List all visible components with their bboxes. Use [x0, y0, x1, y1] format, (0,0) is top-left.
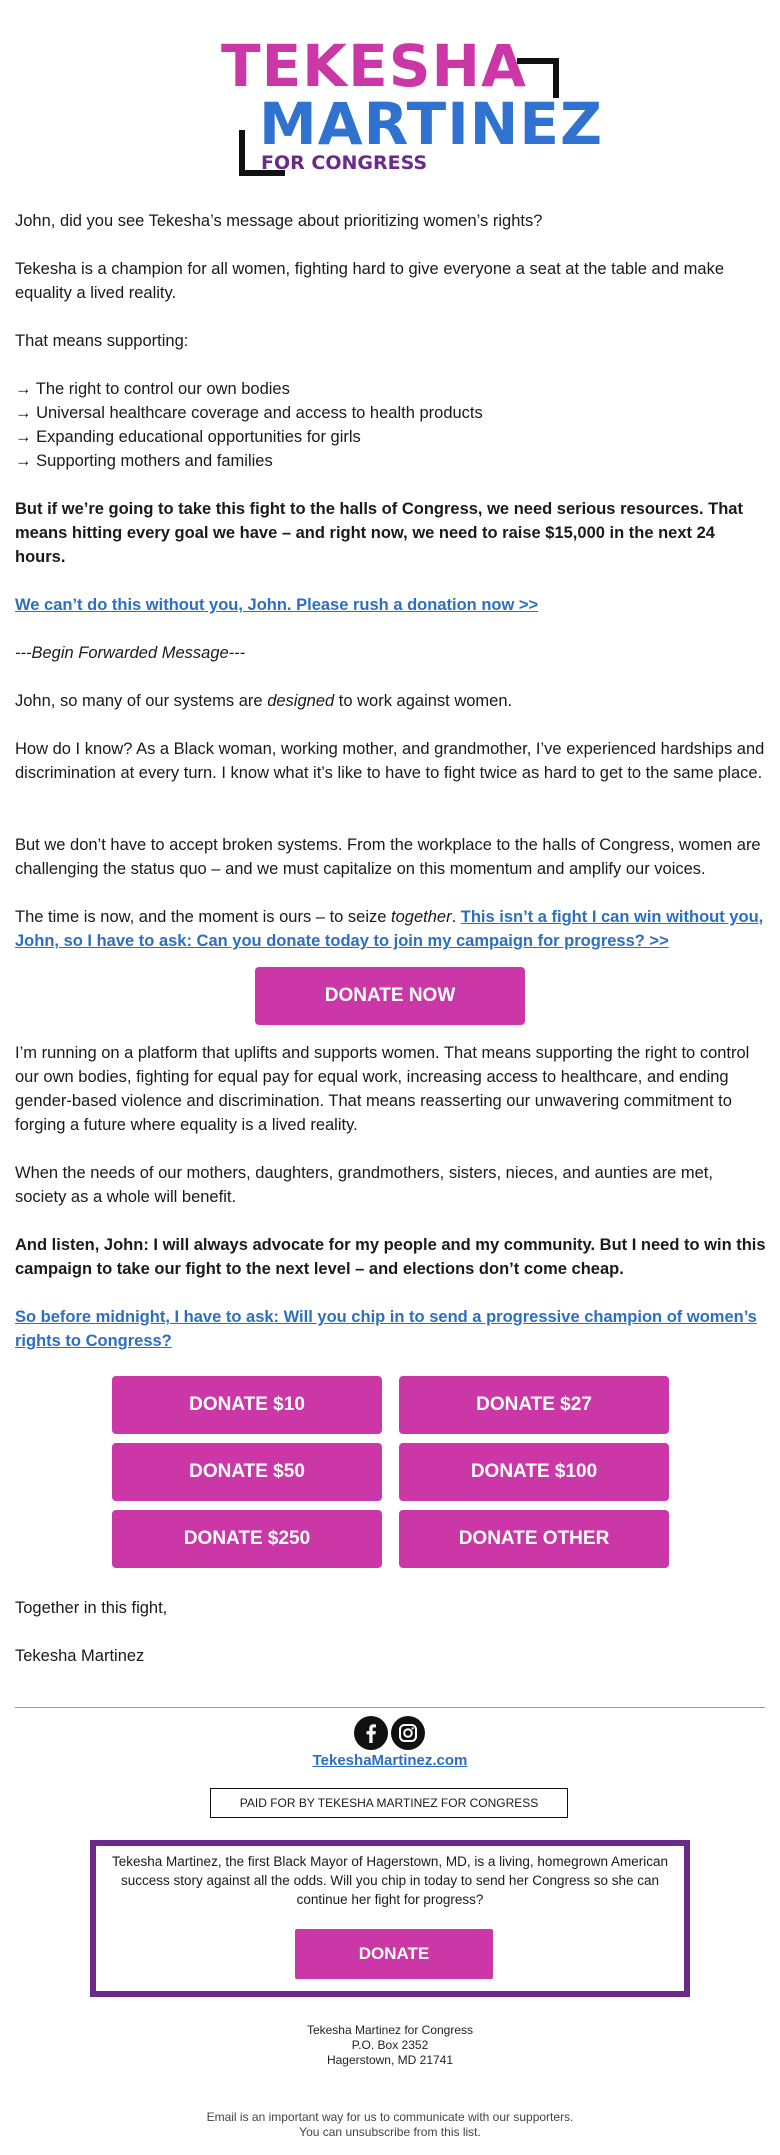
- bio-box: [90, 1840, 690, 1997]
- list-item: → Universal healthcare coverage and access to health products: [15, 404, 483, 422]
- rush-donation-link[interactable]: We can’t do this without you, John. Please rush a donation now >>: [15, 596, 539, 614]
- mailing-address: [0, 2023, 780, 2068]
- donate-100-button[interactable]: DONATE $100: [399, 1443, 669, 1501]
- logo-last-name: MARTINEZ: [259, 90, 604, 158]
- instagram-glyph: [391, 1716, 425, 1750]
- donate-today-link[interactable]: This isn’t a fight I can win without you, John, so I have to ask: Can you donate today to join my campaign for progress? >>: [15, 908, 764, 950]
- intro-paragraph: John, did you see Tekesha’s message about prioritizing women’s rights?: [15, 212, 543, 230]
- instagram-icon[interactable]: [391, 1716, 425, 1750]
- broken-systems-paragraph: But we don’t have to accept broken systems. From the workplace to the halls of Congress, women are challenging the status quo – and we must capitalize on this momentum and amplify our voices.: [15, 836, 761, 878]
- facebook-icon[interactable]: [354, 1716, 388, 1750]
- supporting-heading: That means supporting:: [15, 332, 189, 350]
- address-line: Tekesha Martinez for Congress: [306, 2023, 474, 2037]
- experience-paragraph: How do I know? As a Black woman, working mother, and grandmother, I’ve experienced hardships and discrimination at every turn. I know what it’s like to have to fight twice as hard to get to the same place.: [15, 740, 765, 782]
- text-span: John, so many of our systems are: [15, 692, 268, 710]
- priorities-list: [15, 377, 767, 473]
- text-span: The time is now, and the moment is ours – to seize: [15, 908, 392, 926]
- website-container: [0, 1752, 780, 1770]
- bio-text: Tekesha Martinez, the first Black Mayor of Hagerstown, MD, is a living, homegrown American success story against all the odds. Will you chip in today to send her Congress so she can continue her fight for progress?: [112, 1854, 668, 1907]
- champion-paragraph: Tekesha is a champion for all women, fighting hard to give everyone a seat at the table and make equality a lived reality.: [15, 260, 725, 302]
- donate-50-button[interactable]: DONATE $50: [112, 1443, 382, 1501]
- time-is-now-paragraph: [15, 905, 767, 953]
- email-notice: [0, 2110, 780, 2140]
- notice-line: You can unsubscribe from this list.: [299, 2125, 481, 2139]
- logo-tagline: FOR CONGRESS: [261, 152, 428, 174]
- text-span: to work against women.: [334, 692, 513, 710]
- emphasis: together: [391, 908, 452, 926]
- platform-paragraph: I’m running on a platform that uplifts and supports women. That means supporting the right to control our own bodies, fighting for equal pay for equal work, increasing access to healthcare, and ending gender-based violence and discrimination. That means reasserting our unwavering commitment to forging a future where equality is a lived reality.: [15, 1044, 750, 1134]
- systems-paragraph: [15, 689, 767, 713]
- logo-first-name: TEKESHA: [221, 32, 527, 100]
- donate-27-button[interactable]: DONATE $27: [399, 1376, 669, 1434]
- donation-link-paragraph: [15, 593, 767, 617]
- notice-line: Email is an important way for us to communicate with our supporters.: [206, 2110, 574, 2124]
- donate-other-button[interactable]: DONATE OTHER: [399, 1510, 669, 1568]
- donate-now-button[interactable]: DONATE NOW: [255, 967, 525, 1025]
- campaign-logo: [215, 32, 604, 179]
- closing-line: Together in this fight,: [15, 1599, 168, 1617]
- emphasis: designed: [267, 692, 335, 710]
- website-link[interactable]: TekeshaMartinez.com: [312, 1752, 468, 1769]
- donate-10-button[interactable]: DONATE $10: [112, 1376, 382, 1434]
- address-line: P.O. Box 2352: [351, 2038, 429, 2052]
- list-item: → Supporting mothers and families: [15, 452, 273, 470]
- facebook-glyph: [354, 1716, 388, 1750]
- address-line: Hagerstown, MD 21741: [326, 2053, 454, 2067]
- footer-donate-button[interactable]: DONATE: [295, 1929, 493, 1979]
- advocate-paragraph: And listen, John: I will always advocate for my people and my community. But I need to win this campaign to take our fight to the next level – and elections don’t come cheap.: [15, 1236, 766, 1278]
- list-item: → The right to control our own bodies: [15, 380, 290, 398]
- paid-for-disclaimer: PAID FOR BY TEKESHA MARTINEZ FOR CONGRESS: [210, 1788, 568, 1818]
- resources-paragraph: But if we’re going to take this fight to the halls of Congress, we need serious resources. That means hitting every goal we have – and right now, we need to raise $15,000 in the next 24 hours.: [15, 500, 743, 566]
- list-item: → Expanding educational opportunities for girls: [15, 428, 361, 446]
- donate-250-button[interactable]: DONATE $250: [112, 1510, 382, 1568]
- needs-paragraph: When the needs of our mothers, daughters, grandmothers, sisters, nieces, and aunties are met, society as a whole will benefit.: [15, 1164, 713, 1206]
- text-span: .: [451, 908, 461, 926]
- chip-in-link[interactable]: So before midnight, I have to ask: Will you chip in to send a progressive champion of women’s rights to Congress?: [15, 1308, 757, 1350]
- forwarded-message-divider: ---Begin Forwarded Message---: [15, 644, 246, 662]
- midnight-link-paragraph: [15, 1305, 767, 1353]
- signature: Tekesha Martinez: [15, 1647, 145, 1665]
- footer-divider: [15, 1707, 765, 1708]
